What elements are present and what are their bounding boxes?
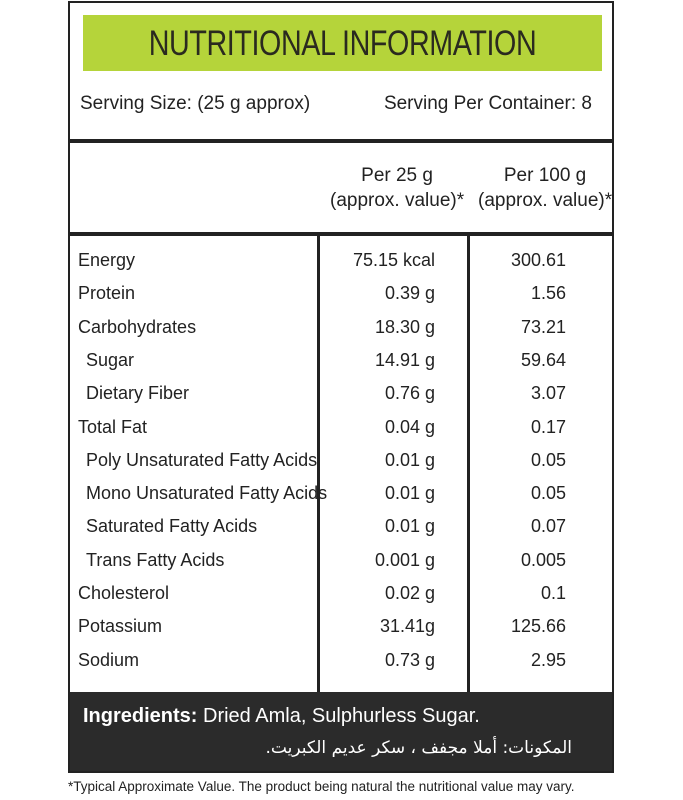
nutrient-label: Saturated Fatty Acids [86,516,258,537]
nutrient-label: Mono Unsaturated Fatty Acids [86,483,328,504]
nutrient-label: Poly Unsaturated Fatty Acids [86,449,318,470]
table-row [70,344,612,377]
value-per-100g: 59.64 [520,349,566,370]
value-per-25g: 0.76 g [384,383,435,404]
table-row [70,444,612,477]
nutrient-label: Cholesterol [78,583,170,603]
col-header-per-100g [478,163,612,213]
page-title: NUTRITIONAL INFORMATION [148,24,537,63]
serving-per-container: Serving Per Container: 8 [383,93,592,114]
title-bar [83,15,602,71]
value-per-25g: 0.01 g [384,516,435,537]
nutrient-label: Sodium [78,649,140,670]
col-header-per-25g [330,163,464,213]
value-per-100g: 0.05 [530,483,566,504]
value-per-100g: 0.005 [520,549,566,570]
value-per-25g: 0.39 g [384,283,435,304]
table-row [70,577,612,610]
nutrient-label: Energy [78,250,136,270]
value-per-100g: 1.56 [530,283,566,304]
divider-header [70,232,612,236]
col-header-per-25g-line1: Per 25 g [361,165,433,186]
ingredients-text: Dried Amla, Sulphurless Sugar. [197,705,480,727]
nutrient-label: Dietary Fiber [86,383,190,404]
value-per-25g: 0.01 g [384,449,435,470]
value-per-100g: 0.17 [530,416,566,437]
col-header-per-100g-line1: Per 100 g [503,165,587,186]
table-row [70,377,612,410]
footnote: *Typical Approximate Value. The product being natural the nutritional value may vary. [68,779,575,794]
nutrition-panel [68,1,614,773]
table-row [70,544,612,577]
table-row [70,244,612,277]
value-per-25g: 0.001 g [374,549,435,570]
value-per-25g: 18.30 g [374,316,435,337]
table-row [70,510,612,543]
table-row [70,277,612,310]
value-per-25g: 0.73 g [384,649,435,670]
nutrient-label: Trans Fatty Acids [86,549,225,570]
col-header-per-100g-line2: (approx. value)* [478,190,613,211]
table-row [70,610,612,643]
ingredients-arabic: المكونات: أملا مجفف ، سكر عديم الكبريت. [265,738,572,758]
nutrient-label: Carbohydrates [78,316,197,337]
nutrient-label: Total Fat [78,416,148,437]
ingredients-heading: Ingredients: [83,705,198,727]
value-per-100g: 0.1 [540,583,566,603]
table-row [70,311,612,344]
value-per-100g: 73.21 [520,316,566,337]
divider-top [70,139,612,143]
value-per-25g: 0.02 g [384,583,435,603]
value-per-100g: 3.07 [530,383,566,404]
nutrient-label: Potassium [78,616,163,637]
ingredients-box [70,692,612,771]
serving-size: Serving Size: (25 g approx) [80,93,311,114]
nutrient-label: Protein [78,283,136,304]
serving-row [70,87,612,127]
nutrient-label: Sugar [86,349,135,370]
value-per-25g: 14.91 g [374,349,435,370]
value-per-100g: 300.61 [510,250,566,270]
value-per-100g: 125.66 [510,616,566,637]
value-per-25g: 0.04 g [384,416,435,437]
value-per-25g: 31.41g [379,616,435,637]
value-per-100g: 2.95 [530,649,566,670]
value-per-100g: 0.05 [530,449,566,470]
table-row [70,644,612,677]
value-per-25g: 0.01 g [384,483,435,504]
table-row [70,477,612,510]
value-per-100g: 0.07 [530,516,566,537]
col-header-per-25g-line2: (approx. value)* [330,190,465,211]
value-per-25g: 75.15 kcal [352,250,435,270]
ingredients-line [83,705,480,728]
table-row [70,411,612,444]
